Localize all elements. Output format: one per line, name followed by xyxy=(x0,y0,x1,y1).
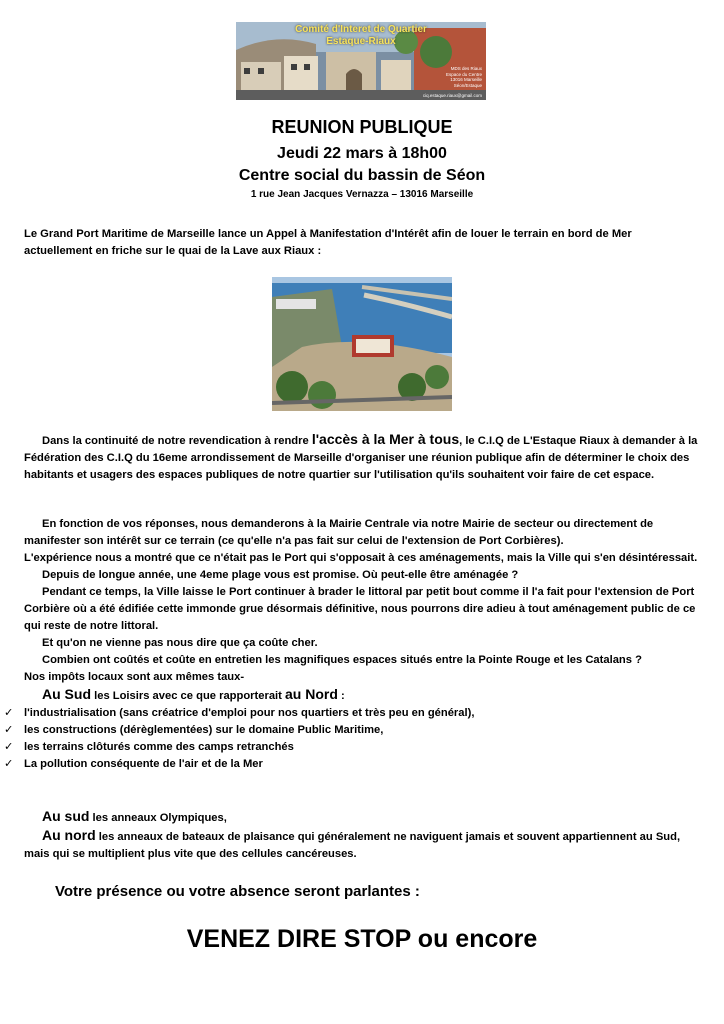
impact-checklist xyxy=(4,705,700,773)
list-item-text: l'industrialisation (sans créatrice d'emploi pour nos quartiers et très peu en général), xyxy=(24,707,475,719)
sud-nord-middle: les Loisirs avec ce que rapporterait xyxy=(91,690,286,702)
list-item-text: La pollution conséquente de l'air et de la Mer xyxy=(24,758,263,770)
list-item-text: les constructions (dérèglementées) sur le domaine Public Maritime, xyxy=(24,724,384,736)
list-item xyxy=(4,756,700,773)
banner-title-line2: Estaque-Riaux xyxy=(326,36,396,47)
anneaux-nord-text: les anneaux de bateaux de plaisance qui généralement ne naviguent jamais et souvent appartiennent au Sud, mais qui se multiplient plus vite que des cellules cancéreuses. xyxy=(24,831,681,860)
anneaux-nord-label: Au nord xyxy=(42,827,96,843)
meeting-date: Jeudi 22 mars à 18h00 xyxy=(277,145,447,162)
sud-label: Au Sud xyxy=(42,686,91,702)
list-item xyxy=(4,722,700,739)
body-paragraph: Depuis de longue année, une 4eme plage vous est promise. Où peut-elle être aménagée ? xyxy=(42,569,519,581)
header-banner xyxy=(236,22,486,100)
body-paragraph: Combien ont coûtés et coûte en entretien les magnifiques espaces situés entre la Pointe Rouge et les Catalans ? xyxy=(42,654,642,666)
continuity-text-after: , le C.I.Q de L'Estaque Riaux à demander à la Fédération des C.I.Q du 16eme arrondissement de Marseille d'organiser une réunion publique afin de déterminer le choix des habitants et usagers des espaces publiques de notre quartier sur l'utilisation qu'ils souhaitent voir faire de cet espace. xyxy=(24,435,698,481)
checkmark-icon: ✓ xyxy=(4,758,14,770)
body-paragraph: Et qu'on ne vienne pas nous dire que ça coûte cher. xyxy=(42,637,318,649)
checkmark-icon: ✓ xyxy=(4,707,14,719)
anneaux-sud-label: Au sud xyxy=(42,808,90,824)
anneaux-nord-line xyxy=(24,827,700,863)
list-item xyxy=(4,705,700,722)
meeting-venue: Centre social du bassin de Séon xyxy=(238,167,486,184)
body-paragraphs xyxy=(4,516,700,773)
presence-statement: Votre présence ou votre absence seront parlantes : xyxy=(55,883,420,900)
venue-address: 1 rue Jean Jacques Vernazza – 13016 Marseille xyxy=(250,189,474,200)
banner-address-line: Espace du Centre xyxy=(445,71,482,77)
page-title: REUNION PUBLIQUE xyxy=(271,117,453,137)
banner-address-line: Séon/Estaque xyxy=(453,82,482,88)
harbor-photo xyxy=(272,277,452,411)
list-item-text: les terrains clôturés comme des camps retranchés xyxy=(24,741,294,753)
banner-email: ciq.estaque.riaux@gmail.com xyxy=(422,93,482,98)
sud-nord-line xyxy=(24,686,700,705)
anneaux-sud-text: les anneaux Olympiques, xyxy=(89,812,227,824)
body-paragraph: Nos impôts locaux sont aux mêmes taux- xyxy=(24,671,245,683)
anneaux-paragraph xyxy=(24,808,700,863)
continuity-text-before: Dans la continuité de notre revendication à rendre xyxy=(42,435,312,447)
sea-access-emphasis: l'accès à la Mer à tous xyxy=(311,431,460,447)
continuity-text xyxy=(24,431,700,484)
nord-label: au Nord xyxy=(285,686,338,702)
checkmark-icon: ✓ xyxy=(4,724,14,736)
banner-address-line: 13016 Marseille xyxy=(450,77,482,82)
checkmark-icon: ✓ xyxy=(4,741,14,753)
intro-paragraph xyxy=(24,226,700,260)
anneaux-sud-line xyxy=(24,808,700,827)
body-paragraph: L'expérience nous a montré que ce n'était pas le Port qui s'opposait à ces aménagements, mais la Ville qui s'en désintéressait. xyxy=(24,552,698,564)
body-paragraph: En fonction de vos réponses, nous demanderons à la Mairie Centrale via notre Mairie de secteur ou directement de manifester son intérêt sur ce terrain (ce qu'elle n'a pas fait sur celui de l'extension de Port Corbières). xyxy=(24,518,654,547)
sud-nord-colon: : xyxy=(337,690,345,702)
banner-address xyxy=(412,66,482,88)
continuity-paragraph xyxy=(24,431,700,484)
stop-call-to-action: VENEZ DIRE STOP ou encore xyxy=(186,925,538,953)
body-paragraph: Pendant ce temps, la Ville laisse le Port continuer à brader le littoral par petit bout comme il l'a fait pour l'extension de Port Corbière où a été édifiée cette immonde grue désormais définitive, nous pourrons dire adieu à tout aménagement public de ce qui reste de notre littoral. xyxy=(24,586,696,632)
intro-text: Le Grand Port Maritime de Marseille lance un Appel à Manifestation d'Intérêt afin de louer le terrain en bord de Mer actuellement en friche sur le quai de la Lave aux Riaux : xyxy=(24,228,632,257)
banner-address-line: MDS des Riaux xyxy=(450,66,482,71)
list-item xyxy=(4,739,700,756)
banner-title-line1: Comité d'Interet de Quartier xyxy=(295,24,427,35)
